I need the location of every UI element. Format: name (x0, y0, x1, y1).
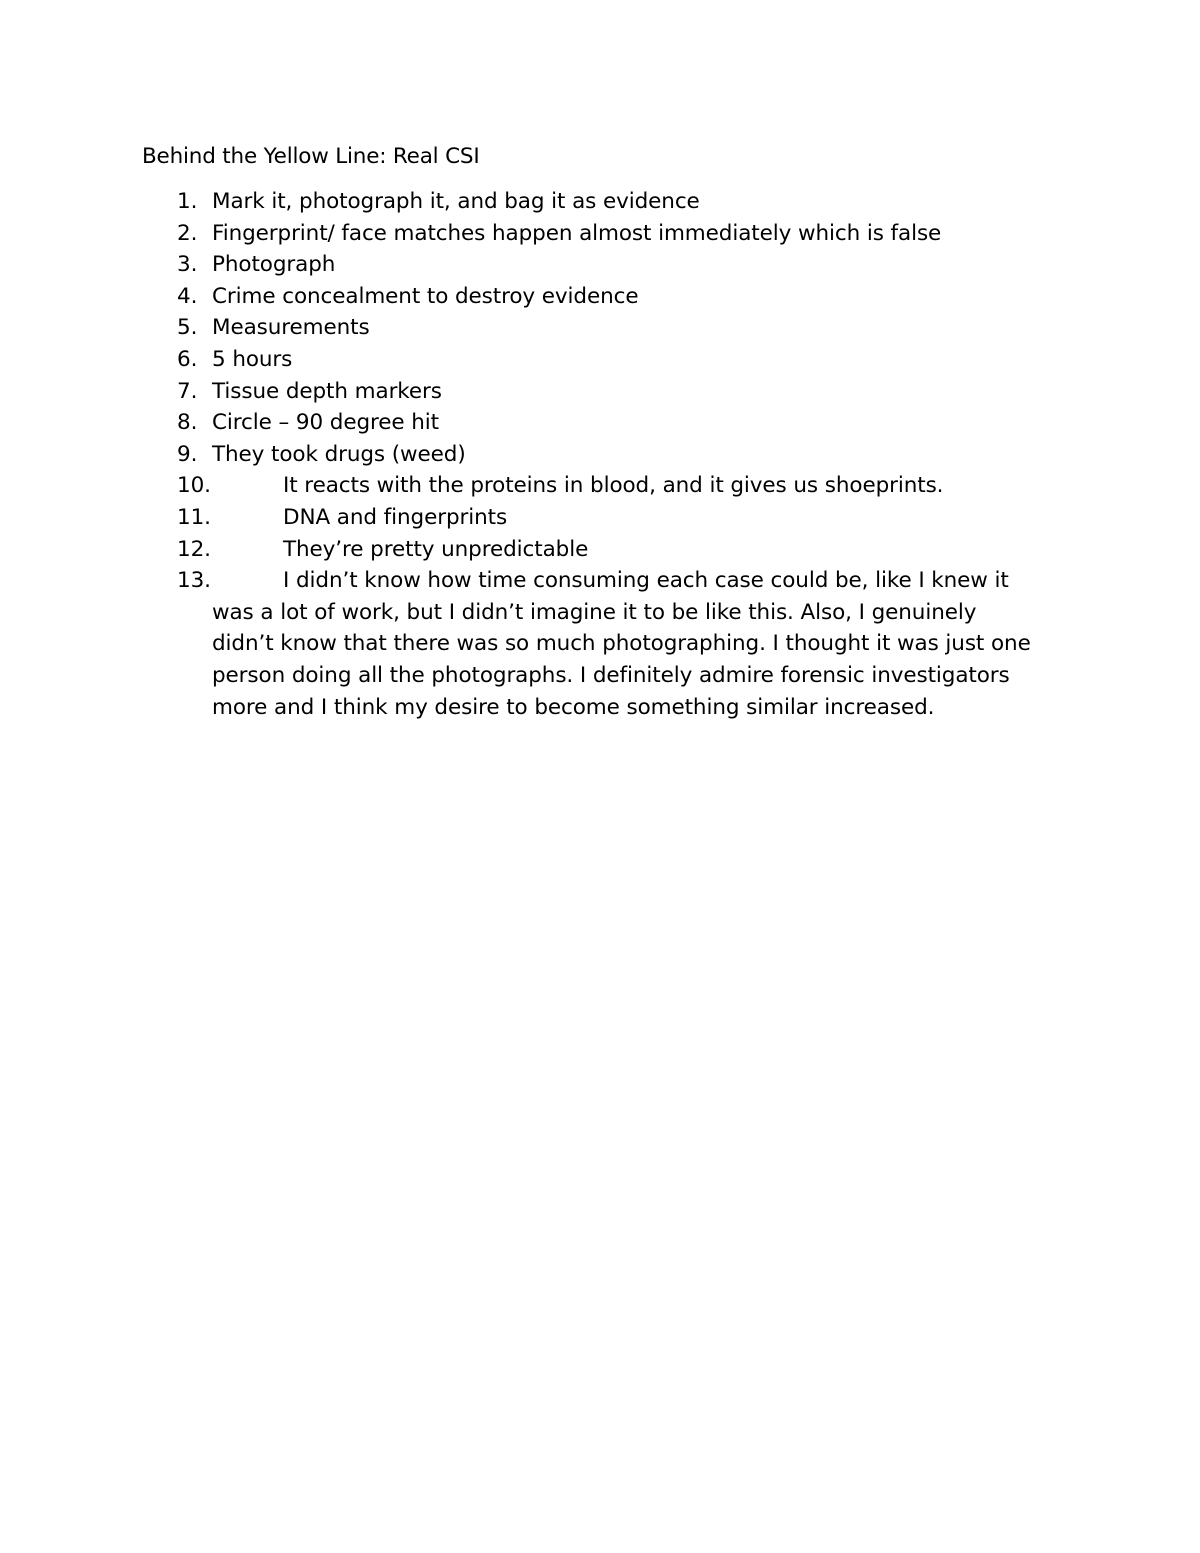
list-item-number: 5. (177, 315, 198, 341)
list-item (142, 407, 1042, 439)
list-item-text: Circle – 90 degree hit (212, 410, 439, 436)
list-item-text: They took drugs (weed) (212, 441, 466, 467)
list-item-text: I didn’t know how time consuming each case could be, like I knew it was a lot of work, but I didn’t imagine it to be like this. Also, I genuinely didn’t know that there was so much photographing. I thought it was just one person doing all the photographs. I definitely admire forensic investigators more and I think my desire to become something similar increased. (212, 568, 1031, 720)
answer-list (142, 186, 1042, 723)
list-item-number: 3. (177, 252, 198, 278)
list-item-number: 13. (177, 568, 211, 594)
list-item-number: 2. (177, 220, 198, 246)
list-item-text: Mark it, photograph it, and bag it as evidence (212, 189, 700, 214)
list-item-number: 11. (177, 504, 211, 530)
list-item-text: Photograph (212, 252, 336, 278)
list-item-number: 7. (177, 378, 198, 404)
list-item-text: Tissue depth markers (212, 378, 442, 404)
list-item (142, 312, 1042, 344)
list-item-text: Fingerprint/ face matches happen almost immediately which is false (212, 220, 942, 246)
list-item (142, 344, 1042, 376)
list-item-text: They’re pretty unpredictable (283, 536, 589, 562)
list-item (142, 281, 1042, 313)
list-item-text: DNA and fingerprints (283, 504, 508, 530)
list-item (142, 470, 1042, 502)
list-item-text: 5 hours (212, 346, 293, 372)
document-title: Behind the Yellow Line: Real CSI (142, 144, 480, 169)
list-item-text: Crime concealment to destroy evidence (212, 283, 639, 309)
list-item (142, 186, 1042, 218)
list-item-number: 4. (177, 283, 198, 309)
list-item (142, 249, 1042, 281)
list-item-number: 12. (177, 536, 211, 562)
list-item-number: 9. (177, 441, 198, 467)
list-item (142, 565, 1032, 723)
list-item (142, 439, 1042, 471)
list-item-number: 1. (177, 189, 198, 214)
list-item-text: It reacts with the proteins in blood, and it gives us shoeprints. (283, 473, 944, 499)
list-item-number: 10. (177, 473, 211, 499)
list-item (142, 502, 1042, 534)
list-item-text: Measurements (212, 315, 370, 341)
list-item (142, 534, 1042, 566)
list-item (142, 218, 1042, 250)
list-item (142, 376, 1042, 408)
list-item-number: 8. (177, 410, 198, 436)
list-item-number: 6. (177, 346, 198, 372)
